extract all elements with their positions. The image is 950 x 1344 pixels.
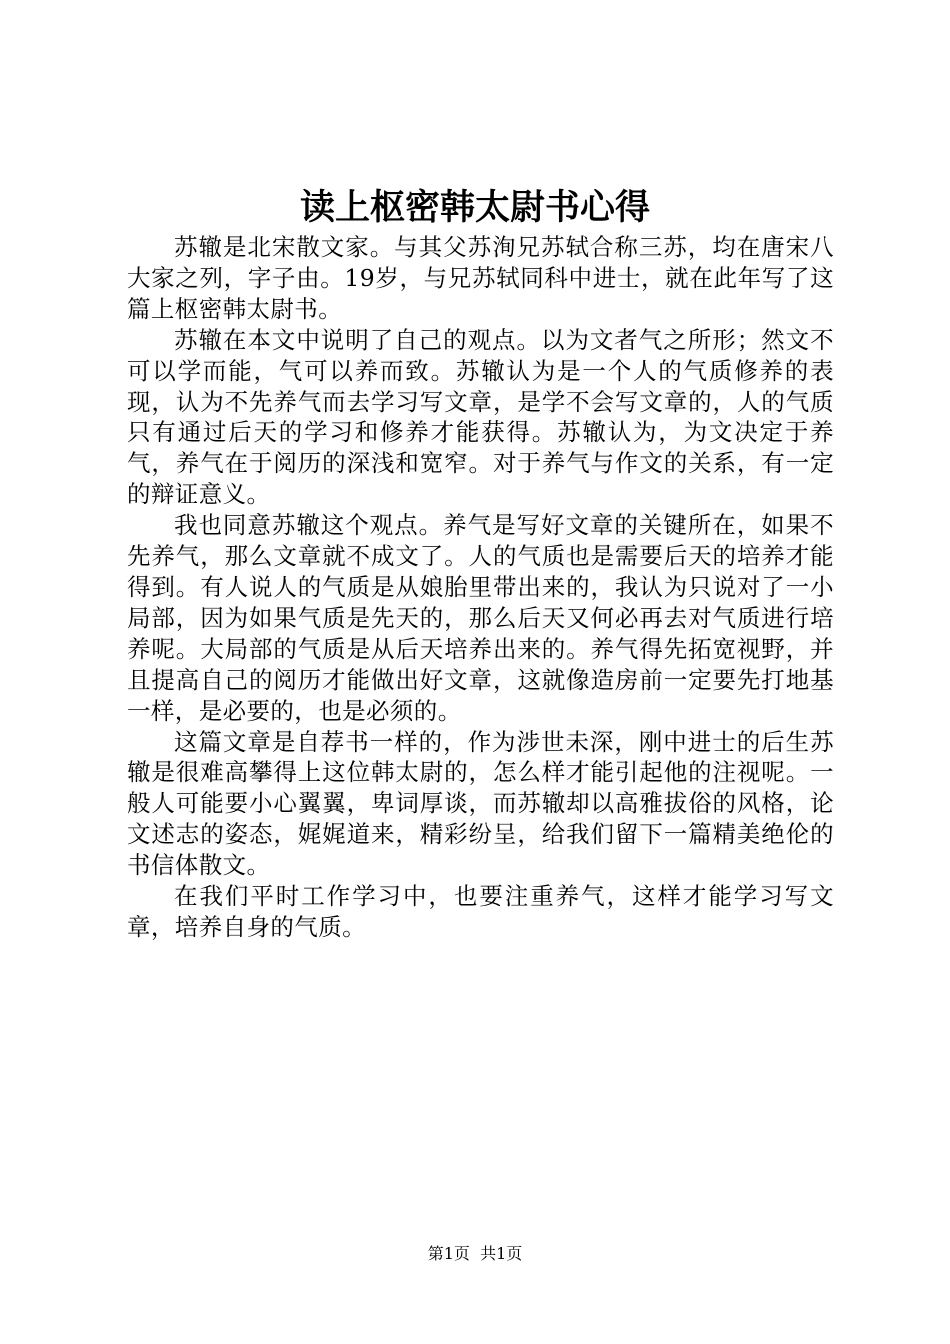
paragraph-1: 苏辙是北宋散文家。与其父苏洵兄苏轼合称三苏，均在唐宋八大家之列，字子由。19岁，与兄苏轼同科中进士，就在此年写了这篇上枢密韩太尉书。 — [127, 233, 834, 323]
document-body — [127, 232, 834, 943]
paragraph-2: 苏辙在本文中说明了自己的观点。以为文者气之所形；然文不可以学而能，气可以养而致。苏辙认为是一个人的气质修养的表现，认为不先养气而去学习写文章，是学不会写文章的，人的气质只有通过后天的学习和修养才能获得。苏辙认为，为文决定于养气，养气在于阅历的深浅和宽窄。对于养气与作文的关系，有一定的辩证意义。 — [127, 325, 834, 509]
paragraph-3: 我也同意苏辙这个观点。养气是写好文章的关键所在，如果不先养气，那么文章就不成文了。人的气质也是需要后天的培养才能得到。有人说人的气质是从娘胎里带出来的，我认为只说对了一小局部，因为如果气质是先天的，那么后天又何必再去对气质进行培养呢。大局部的气质是从后天培养出来的。养气得先拓宽视野，并且提高自己的阅历才能做出好文章，这就像造房前一定要先打地基一样，是必要的，也是必须的。 — [127, 511, 834, 725]
document-title: 读上枢密韩太尉书心得 — [299, 187, 650, 228]
page-number: 第1页 — [427, 1244, 470, 1263]
paragraph-4: 这篇文章是自荐书一样的，作为涉世未深，刚中进士的后生苏辙是很难高攀得上这位韩太尉的，怎么样才能引起他的注视呢。一般人可能要小心翼翼，卑词厚谈，而苏辙却以高雅拔俗的风格，论文述志的姿态，娓娓道来，精彩纷呈，给我们留下一篇精美绝伦的书信体散文。 — [127, 727, 834, 880]
page-footer — [0, 1244, 950, 1264]
page-total: 共1页 — [480, 1244, 523, 1263]
paragraph-5: 在我们平时工作学习中，也要注重养气，这样才能学习写文章，培养自身的气质。 — [127, 882, 834, 941]
